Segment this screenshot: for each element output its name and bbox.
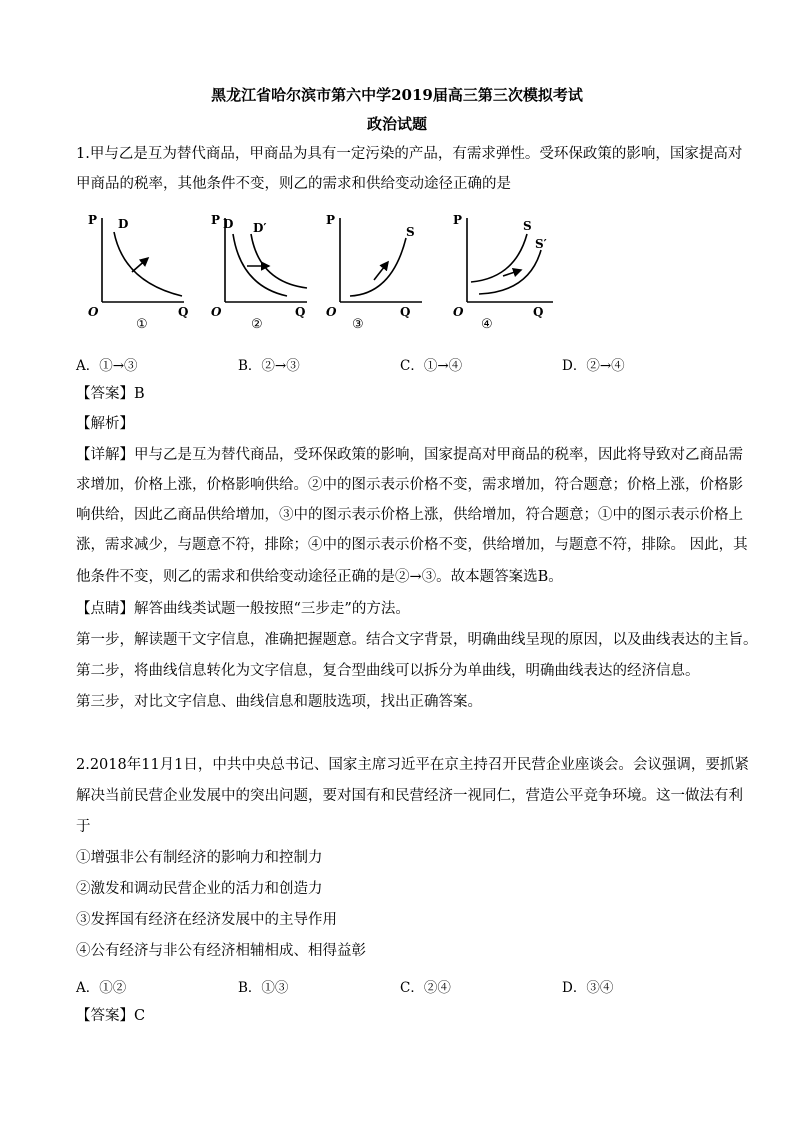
graph-1-number: ① (136, 317, 148, 332)
q1-option-c: C．①→④ (400, 358, 463, 374)
q1-comment-line-2: 第一步，解读题干文字信息，准确把握题意。结合文字背景，明确曲线呈现的原因，以及曲线表达的主旨。 (76, 632, 758, 648)
q1-comment-line-1: 【点睛】解答曲线类试题一般按照“三步走”的方法。 (76, 601, 410, 617)
graph-2 (211, 213, 307, 332)
graph-2-origin-label: O (211, 305, 222, 319)
q2-item-1: ①增强非公有制经济的影响力和控制力 (76, 850, 323, 866)
q1-graphs-figure (84, 210, 564, 335)
q1-detail-line-3: 响供给，因此乙商品供给增加，③中的图示表示价格上涨，供给增加，符合题意；①中的图示表示价格上 (76, 507, 743, 523)
graph-3-arrow (374, 262, 388, 280)
graph-2-curve-label-d-prime: D′ (253, 221, 267, 235)
q2-stem-line-1: 2.2018年11月1日，中共中央总书记、国家主席习近平在京主持召开民营企业座谈会。会议强调，要抓紧 (76, 757, 749, 773)
graph-2-curve-label-d: D (223, 217, 234, 231)
graph-4 (453, 213, 553, 332)
graph-3-origin-label: O (326, 305, 337, 319)
graph-1-p-label: P (88, 213, 98, 227)
graph-4-origin-label: O (453, 305, 464, 319)
graph-3 (326, 213, 422, 332)
graph-3-p-label: P (326, 213, 336, 227)
document-title: 黑龙江省哈尔滨市第六中学2019届高三第三次模拟考试 (211, 86, 583, 104)
q1-stem-line-2: 甲商品的税率，其他条件不变，则乙的需求和供给变动途径正确的是 (76, 176, 511, 192)
q2-option-c: C．②④ (400, 980, 451, 996)
graph-1-curve-label: D (118, 217, 129, 231)
q1-detail-line-1: 【详解】甲与乙是互为替代商品，受环保政策的影响，国家提高对甲商品的税率，因此将导致对乙商品需 (76, 447, 743, 463)
graph-4-curve-label-s: S (523, 219, 532, 233)
graph-4-q-label: Q (533, 305, 544, 319)
graph-1-q-label: Q (178, 305, 189, 319)
graph-3-q-label: Q (400, 305, 411, 319)
q2-item-3: ③发挥国有经济在经济发展中的主导作用 (76, 912, 337, 928)
q2-option-d: D．③④ (562, 980, 614, 996)
graph-4-p-label: P (453, 213, 463, 227)
graph-3-number: ③ (352, 317, 364, 332)
graph-4-supply-curve-s (471, 234, 527, 282)
graph-2-demand-curve-d (233, 234, 287, 296)
q1-detail-line-4: 涨，需求减少，与题意不符，排除；④中的图示表示价格不变，供给增加，与题意不符，排除。 因此，其 (76, 537, 748, 553)
q1-detail-line-5: 他条件不变，则乙的需求和供给变动途径正确的是②→③。故本题答案选B。 (76, 569, 563, 585)
q2-answer: 【答案】C (76, 1008, 146, 1024)
graph-1-arrow (132, 258, 148, 272)
q1-comment-line-3: 第二步，将曲线信息转化为文字信息，复合型曲线可以拆分为单曲线，明确曲线表达的经济信息。 (76, 663, 700, 679)
q1-answer: 【答案】B (76, 386, 145, 402)
graph-4-supply-curve-s-prime (479, 250, 541, 294)
graph-4-number: ④ (481, 317, 493, 332)
q2-stem-line-2: 解决当前民营企业发展中的突出问题，要对国有和民营经济一视同仁，营造公平竞争环境。这一做法有利 (76, 788, 743, 804)
graph-2-demand-curve-d-prime (251, 234, 307, 288)
graph-1 (88, 213, 188, 332)
graph-3-curve-label: S (406, 225, 415, 239)
q1-detail-line-2: 求增加，价格上涨，价格影响供给。②中的图示表示价格不变，需求增加，符合题意；价格上涨，价格影 (76, 477, 743, 493)
q2-item-2: ②激发和调动民营企业的活力和创造力 (76, 881, 323, 897)
q2-option-a: A．①② (76, 980, 127, 996)
graph-3-supply-curve (350, 238, 406, 296)
q1-option-a: A．①→③ (76, 358, 138, 374)
q1-stem-line-1: 1.甲与乙是互为替代商品，甲商品为具有一定污染的产品，有需求弹性。受环保政策的影响，国家提高对 (76, 146, 743, 162)
graph-2-p-label: P (211, 213, 221, 227)
graph-4-curve-label-s-prime: S′ (535, 237, 547, 251)
graph-1-demand-curve (114, 232, 182, 296)
q1-option-d: D．②→④ (562, 358, 625, 374)
q1-comment-line-4: 第三步，对比文字信息、曲线信息和题肢选项，找出正确答案。 (76, 694, 482, 710)
graph-1-origin-label: O (88, 305, 99, 319)
graph-4-arrow (503, 270, 521, 276)
q2-option-b: B．①③ (238, 980, 289, 996)
q2-stem-line-3: 于 (76, 819, 91, 835)
graph-2-q-label: Q (295, 305, 306, 319)
q1-analysis-label: 【解析】 (76, 416, 134, 432)
document-subtitle: 政治试题 (366, 115, 427, 133)
q1-option-b: B．②→③ (238, 358, 300, 374)
graph-2-number: ② (251, 317, 263, 332)
q2-item-4: ④公有经济与非公有经济相辅相成、相得益彰 (76, 943, 366, 959)
